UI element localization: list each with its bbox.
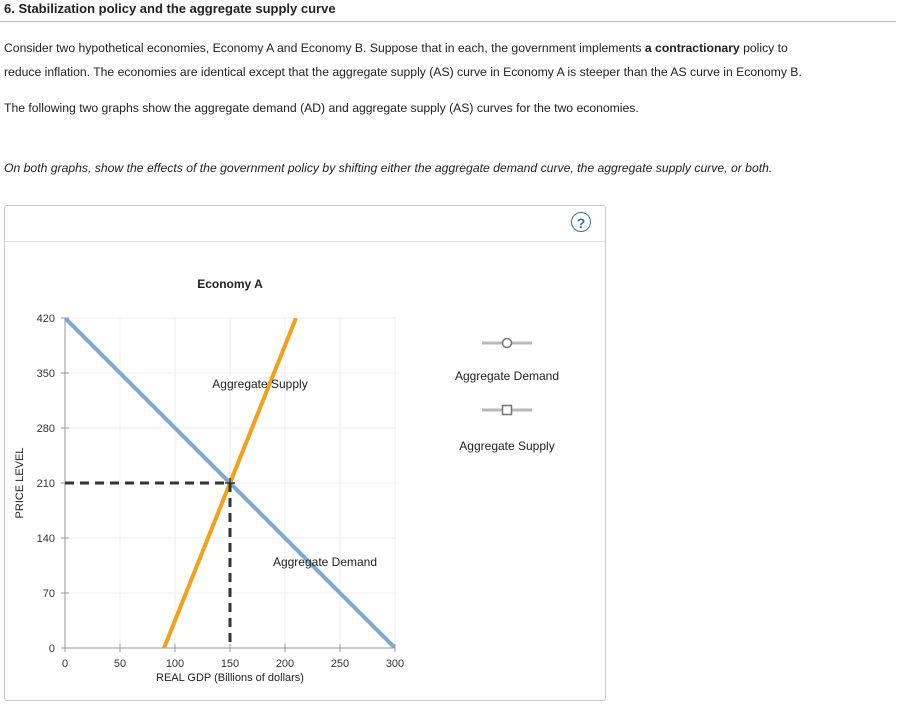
x-tick-label: 250 xyxy=(330,658,350,670)
y-tick-label: 350 xyxy=(36,368,55,380)
axes xyxy=(37,313,405,670)
as-curve-label: Aggregate Supply xyxy=(212,377,308,391)
chart-labels xyxy=(14,277,377,684)
x-tick-label: 200 xyxy=(275,658,295,670)
graph-panel xyxy=(4,205,606,701)
x-tick-label: 300 xyxy=(385,658,405,670)
intro-paragraph-1 xyxy=(4,36,802,84)
legend xyxy=(455,339,559,454)
y-tick-label: 210 xyxy=(36,478,55,490)
intro-bold: a contractionary xyxy=(644,41,740,55)
y-tick-label: 70 xyxy=(42,588,55,600)
ad-curve-label: Aggregate Demand xyxy=(272,555,378,569)
chart-title: Economy A xyxy=(197,277,263,291)
as-legend-label: Aggregate Supply xyxy=(459,439,555,453)
y-tick-label: 420 xyxy=(36,313,55,325)
y-tick-label: 280 xyxy=(36,423,55,435)
intro-text-a: Consider two hypothetical economies, Economy A and Economy B. Suppose that in each, the government implements xyxy=(4,41,645,55)
x-tick-label: 0 xyxy=(61,658,69,670)
x-tick-label: 150 xyxy=(220,658,240,670)
question-heading: 6. Stabilization policy and the aggregate supply curve xyxy=(4,1,336,16)
intro-paragraph-2: The following two graphs show the aggregate demand (AD) and aggregate supply (AS) curves for the two economies. xyxy=(4,101,639,115)
intro-line-2: reduce inflation. The economies are identical except that the aggregate supply (AS) curve in Economy A is steeper than the AS curve in Economy B. xyxy=(4,65,802,79)
y-tick-label: 0 xyxy=(48,643,55,655)
intro-text-b: policy to xyxy=(739,41,788,55)
help-icon[interactable]: ? xyxy=(571,212,591,232)
x-tick-label: 50 xyxy=(113,658,127,670)
as-legend-square-icon xyxy=(503,406,512,415)
ad-legend-label: Aggregate Demand xyxy=(454,369,560,383)
instruction-text: On both graphs, show the effects of the government policy by shifting either the aggregate demand curve, the aggregate supply curve, or both. xyxy=(4,161,773,175)
divider xyxy=(0,21,896,22)
ad-legend-tool[interactable] xyxy=(482,339,532,348)
as-legend-tool[interactable] xyxy=(482,406,532,415)
economy-a-chart xyxy=(5,206,605,700)
ad-legend-circle-icon xyxy=(503,339,512,348)
y-axis-label: PRICE LEVEL xyxy=(14,447,26,519)
equilibrium-lines xyxy=(65,478,235,648)
y-tick-label: 140 xyxy=(36,533,55,545)
x-axis-label: REAL GDP (Billions of dollars) xyxy=(156,672,304,684)
x-tick-label: 100 xyxy=(165,658,185,670)
